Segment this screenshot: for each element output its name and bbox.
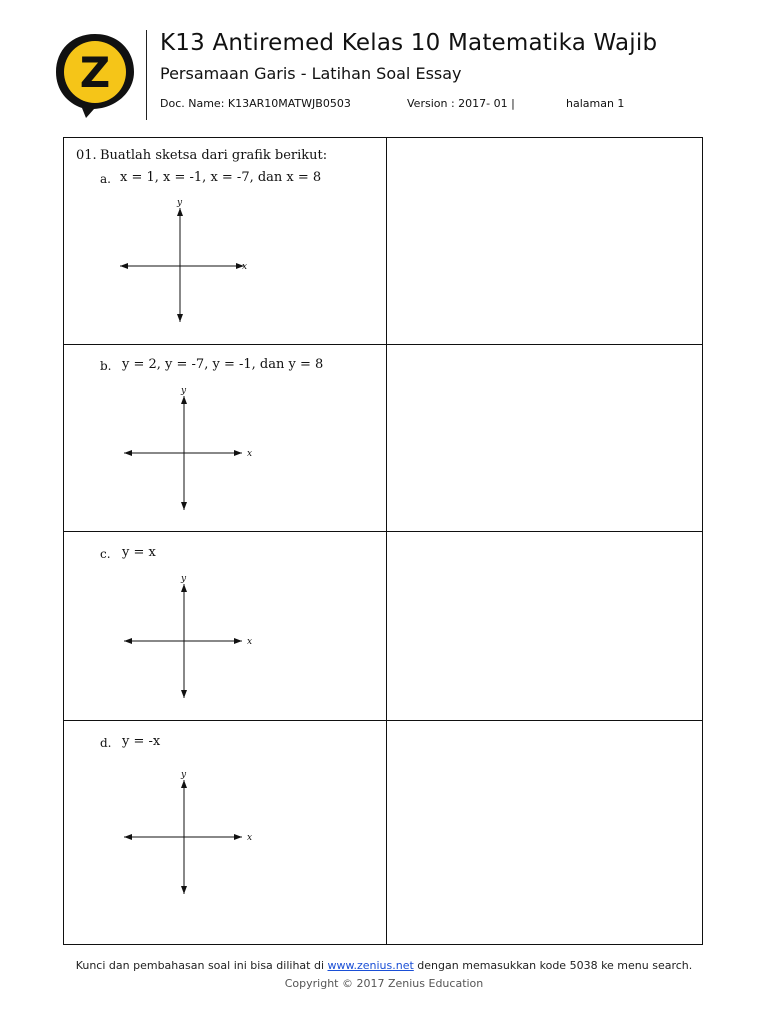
copyright: Copyright © 2017 Zenius Education [284,977,484,990]
part-label: c. [100,547,111,561]
part-equation: y = 2, y = -7, y = -1, dan y = 8 [122,357,324,372]
doc-name: Doc. Name: K13AR10MATWJB0503 [160,97,351,110]
header-divider [146,30,147,120]
y-axis-label: y [181,574,187,584]
page-number: halaman 1 [566,97,625,110]
column-divider [386,138,387,944]
question-prompt: Buatlah sketsa dari grafik berikut: [100,148,328,163]
part-equation: y = -x [122,734,161,749]
x-axis-label: x [247,637,253,647]
footer-text-after: dengan memasukkan kode 5038 ke menu search. [413,959,693,972]
question-number: 01. [76,148,97,163]
y-axis-label: y [181,386,187,396]
zenius-link[interactable]: www.zenius.net [327,959,414,972]
part-label: a. [100,172,111,186]
part-label: b. [100,359,112,373]
part-equation: x = 1, x = -1, x = -7, dan x = 8 [120,170,322,185]
zenius-logo [52,30,138,120]
x-axis-label: x [242,262,248,272]
footer-note [0,959,768,972]
page-title: K13 Antiremed Kelas 10 Matematika Wajib [160,30,658,56]
row-divider [64,531,702,532]
row-divider [64,720,702,721]
row-divider [64,344,702,345]
y-axis-label: y [181,770,187,780]
logo-letter: Z [79,48,111,97]
part-equation: y = x [122,545,156,560]
y-axis-label: y [177,198,183,208]
footer-text-before: Kunci dan pembahasan soal ini bisa dilihat di [75,959,328,972]
part-label: d. [100,736,112,750]
coordinate-axes [114,196,254,328]
page-subtitle: Persamaan Garis - Latihan Soal Essay [160,64,462,83]
x-axis-label: x [247,833,253,843]
question-table [63,137,703,945]
coordinate-axes [118,572,258,704]
x-axis-label: x [247,449,253,459]
coordinate-axes [118,384,258,516]
doc-version: Version : 2017- 01 | [407,97,515,110]
coordinate-axes [118,768,258,900]
